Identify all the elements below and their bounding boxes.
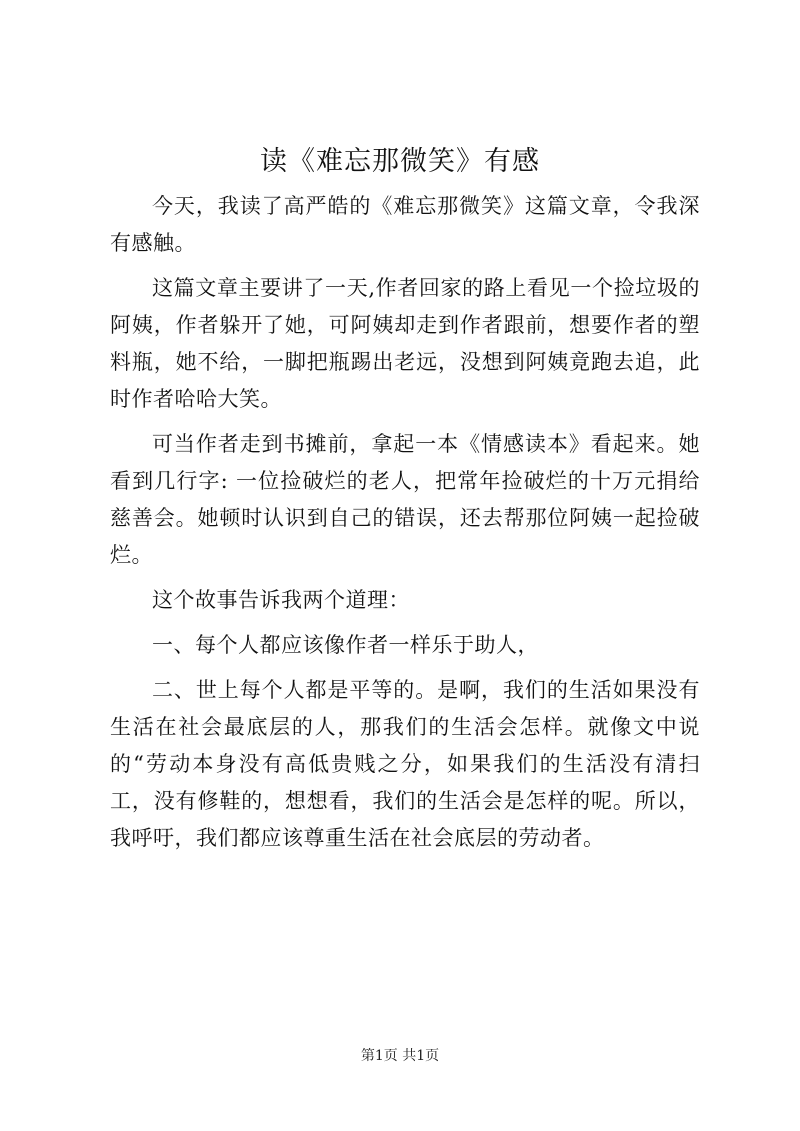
paragraph-lessons-intro: 这个故事告诉我两个道理：: [152, 588, 410, 612]
page-footer: 第1页 共1页: [360, 1048, 440, 1064]
paragraph-summary: 这篇文章主要讲了一天,作者回家的路上看见一个捡垃圾的阿姨，作者躲开了她，可阿姨却走到作者跟前，想要作者的塑料瓶，她不给，一脚把瓶踢出老远，没想到阿姨竟跑去追，此时作者哈哈大笑。: [110, 276, 700, 411]
paragraph-lesson-two: 二、世上每个人都是平等的。是啊，我们的生活如果没有生活在社会最底层的人，那我们的生活会怎样。就像文中说的“劳动本身没有高低贵贱之分，如果我们的生活没有清扫工，没有修鞋的，想想看，我们的生活会是怎样的呢。所以，我呼吁，我们都应该尊重生活在社会底层的劳动者。: [110, 678, 700, 850]
paragraph-realization: 可当作者走到书摊前，拿起一本《情感读本》看起来。她看到几行字: 一位捡破烂的老人，把常年捡破烂的十万元捐给慈善会。她顿时认识到自己的错误，还去帮那位阿姨一起捡破烂。: [110, 432, 700, 567]
paragraph-intro: 今天，我读了高严皓的《难忘那微笑》这篇文章，令我深有感触。: [110, 194, 700, 255]
document-body: [110, 188, 700, 865]
paragraph-lesson-one: 一、每个人都应该像作者一样乐于助人，: [152, 633, 539, 657]
document-title: 读《难忘那微笑》有感: [260, 146, 540, 177]
